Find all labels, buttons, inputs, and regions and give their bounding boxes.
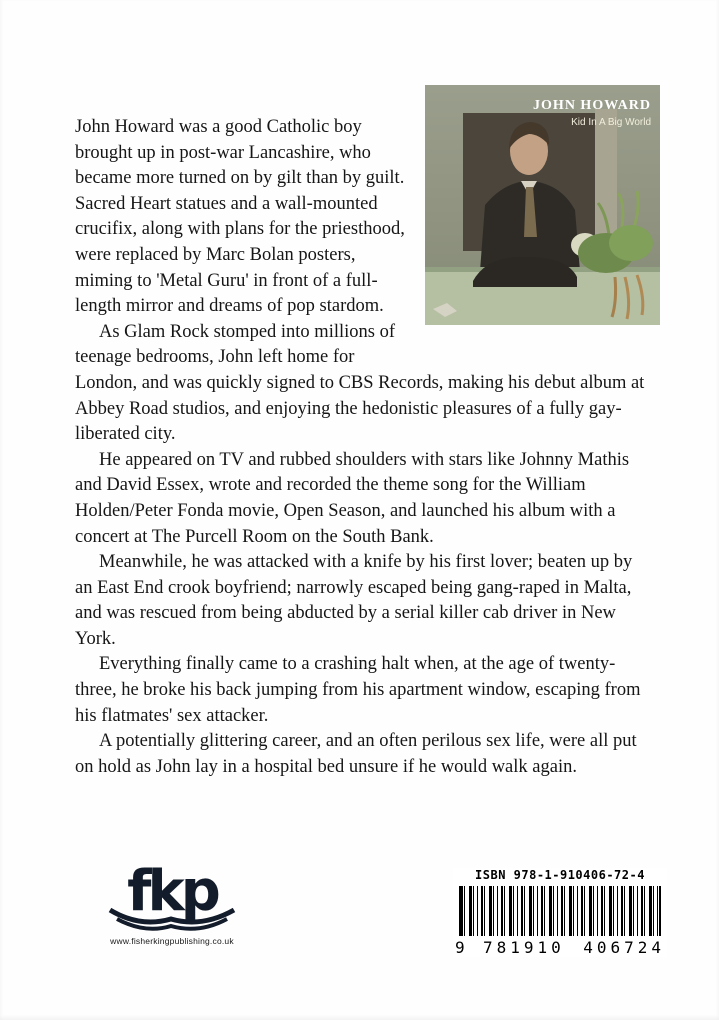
barcode-digit-group: 781910 bbox=[483, 938, 565, 957]
blurb-paragraph: He appeared on TV and rubbed shoulders with stars like Johnny Mathis and David Essex, wrote and recorded the theme song for the William Holden/Peter Fonda movie, Open Season, and launched his album with a concert at The Purcell Room on the South Bank. bbox=[75, 449, 630, 547]
barcode-block bbox=[453, 868, 667, 957]
isbn-label: ISBN 978-1-910406-72-4 bbox=[475, 868, 645, 882]
album-title: Kid In A Big World bbox=[571, 117, 651, 128]
barcode-digit-group: 406724 bbox=[583, 938, 665, 957]
barcode-digits bbox=[453, 938, 667, 957]
blurb-paragraph: As Glam Rock stomped into millions of teenage bedrooms, John left home for London, and was quickly signed to CBS Records, making his debut album at Abbey Road studios, and enjoying the hedonistic pleasures of a fully gay-liberated city. bbox=[75, 321, 645, 445]
publisher-website: www.fisherkingpublishing.co.uk bbox=[110, 936, 234, 946]
barcode-digit-first: 9 bbox=[455, 938, 465, 957]
blurb-paragraph: John Howard was a good Catholic boy brought up in post-war Lancashire, who became more turned on by gilt than by guilt. Sacred Heart statues and a wall-mounted crucifix, along with plans for the priesthood, were replaced by Marc Bolan posters, miming to 'Metal Guru' in front of a full-length mirror and dreams of pop stardom. bbox=[75, 117, 405, 317]
album-cover-art bbox=[425, 85, 660, 325]
blurb-paragraph: Meanwhile, he was attacked with a knife by his first lover; beaten up by an East End crook boyfriend; narrowly escaped being gang-raped in Malta, and was rescued from being abducted by a serial killer cab driver in New York. bbox=[75, 552, 633, 649]
blurb-paragraph: Everything finally came to a crashing halt when, at the age of twenty-three, he broke his back jumping from his apartment window, escaping from his flatmates' sex attacker. bbox=[75, 654, 641, 726]
publisher-logo-block bbox=[92, 859, 252, 946]
album-artist-name: JOHN HOWARD bbox=[533, 98, 651, 113]
blurb-paragraph: A potentially glittering career, and an often perilous sex life, were all put on hold as John lay in a hospital bed unsure if he would walk again. bbox=[75, 731, 637, 777]
barcode-bars bbox=[459, 886, 661, 936]
publisher-logo-text: fkp bbox=[127, 859, 217, 924]
